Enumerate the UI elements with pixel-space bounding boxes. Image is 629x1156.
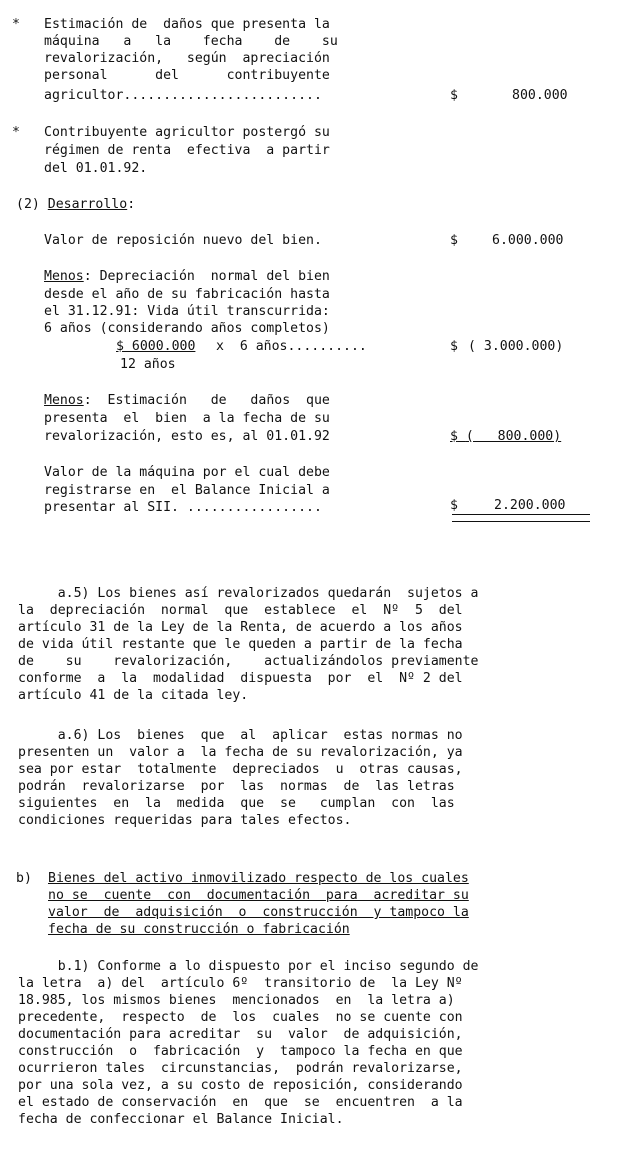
currency-symbol: $ (450, 233, 458, 248)
row-3-line-2: presenta el bien a la fecha de su (44, 411, 330, 426)
section-title: Desarrollo (47, 197, 128, 212)
bullet-2-line-2: régimen de renta efectiva a partir (44, 143, 330, 158)
bullet-1-line-1: Estimación de daños que presenta la (44, 17, 330, 32)
row-4-line-1: Valor de la máquina por el cual debe (44, 465, 330, 480)
fraction-numerator: $ 6000.000 (116, 339, 196, 354)
paragraph-a6: a.6) Los bienes que al aplicar estas normas no presenten un valor a la fecha de su revalorización, ya sea por estar totalmente depreciados u otras causas, podrán revalorizarse por las normas de las letras siguientes en la medida que se cumplan con las condiciones requeridas para tales efectos. (18, 728, 463, 828)
bullet-1-line-4: personal del contribuyente (44, 68, 330, 83)
fraction-multiplier: x 6 años.......... (216, 339, 367, 354)
section-heading (16, 196, 135, 213)
bullet-2-line-3: del 01.01.92. (44, 161, 148, 176)
double-underline (452, 514, 590, 522)
heading-b-line-1: Bienes del activo inmovilizado respecto de los cuales (48, 871, 469, 886)
heading-b-prefix: b) (16, 871, 32, 886)
bullet-1-line-3: revalorización, según apreciación (44, 51, 330, 66)
heading-b-line-2: no se cuente con documentación para acreditar su (48, 888, 469, 903)
row-2-line-3: el 31.12.91: Vida útil transcurrida: (44, 304, 330, 319)
row-3-line-1: Menos: Estimación de daños que (44, 393, 330, 408)
menos-label: Menos (44, 269, 84, 284)
amount-value: 800.000 (512, 88, 568, 103)
currency-symbol: $ (450, 339, 458, 354)
amount-total: 2.200.000 (494, 498, 566, 513)
fraction-denominator: 12 años (120, 357, 176, 372)
menos-label: Menos (44, 393, 84, 408)
paragraph-a5: a.5) Los bienes así revalorizados quedarán sujetos a la depreciación normal que establece el Nº 5 del artículo 31 de la Ley de la Renta, de acuerdo a los años de vida útil restante que le queden a partir de la fecha de su revalorización, actualizándolos previamente conforme a la modalidad dispuesta por el Nº 2 del artículo 41 de la citada ley. (18, 586, 479, 703)
heading-b-line-4: fecha de su construcción o fabricación (48, 922, 350, 937)
currency-symbol: $ (450, 498, 458, 513)
row-2-line-4: 6 años (considerando años completos) (44, 321, 330, 336)
section-number: (2) (16, 197, 40, 212)
amount-underlined: $ ( 800.000) (450, 429, 562, 444)
currency-symbol: $ (450, 88, 458, 103)
row-2-line-1: Menos: Depreciación normal del bien (44, 269, 330, 284)
bullet-1-line-5: agricultor......................... (44, 88, 322, 103)
row-1-line-1: Valor de reposición nuevo del bien. (44, 233, 322, 248)
bullet-mark: * (12, 17, 20, 32)
row-2-line-2: desde el año de su fabricación hasta (44, 287, 330, 302)
row-3-line-3: revalorización, esto es, al 01.01.92 (44, 429, 330, 444)
row-4-line-2: registrarse en el Balance Inicial a (44, 483, 330, 498)
bullet-1-line-2: máquina a la fecha de su (44, 34, 338, 49)
amount-value: ( 3.000.000) (468, 339, 564, 354)
row-4-line-3: presentar al SII. ................. (44, 500, 322, 515)
paragraph-b1: b.1) Conforme a lo dispuesto por el inciso segundo de la letra a) del artículo 6º transitorio de la Ley Nº 18.985, los mismos bienes mencionados en la letra a) precedente, respecto de los cuales no se cuente con documentación para acreditar su valor de adquisición, construcción o fabricación y tampoco la fecha en que ocurrieron tales circunstancias, podrán revalorizarse, por una sola vez, a su costo de reposición, considerando el estado de conservación en que se encuentren a la fecha de confeccionar el Balance Inicial. (18, 959, 479, 1127)
section-colon: : (127, 197, 136, 212)
bullet-2-line-1: Contribuyente agricultor postergó su (44, 125, 330, 140)
heading-b-line-3: valor de adquisición o construcción y tampoco la (48, 905, 469, 920)
bullet-mark: * (12, 125, 20, 140)
amount-value: 6.000.000 (492, 233, 564, 248)
